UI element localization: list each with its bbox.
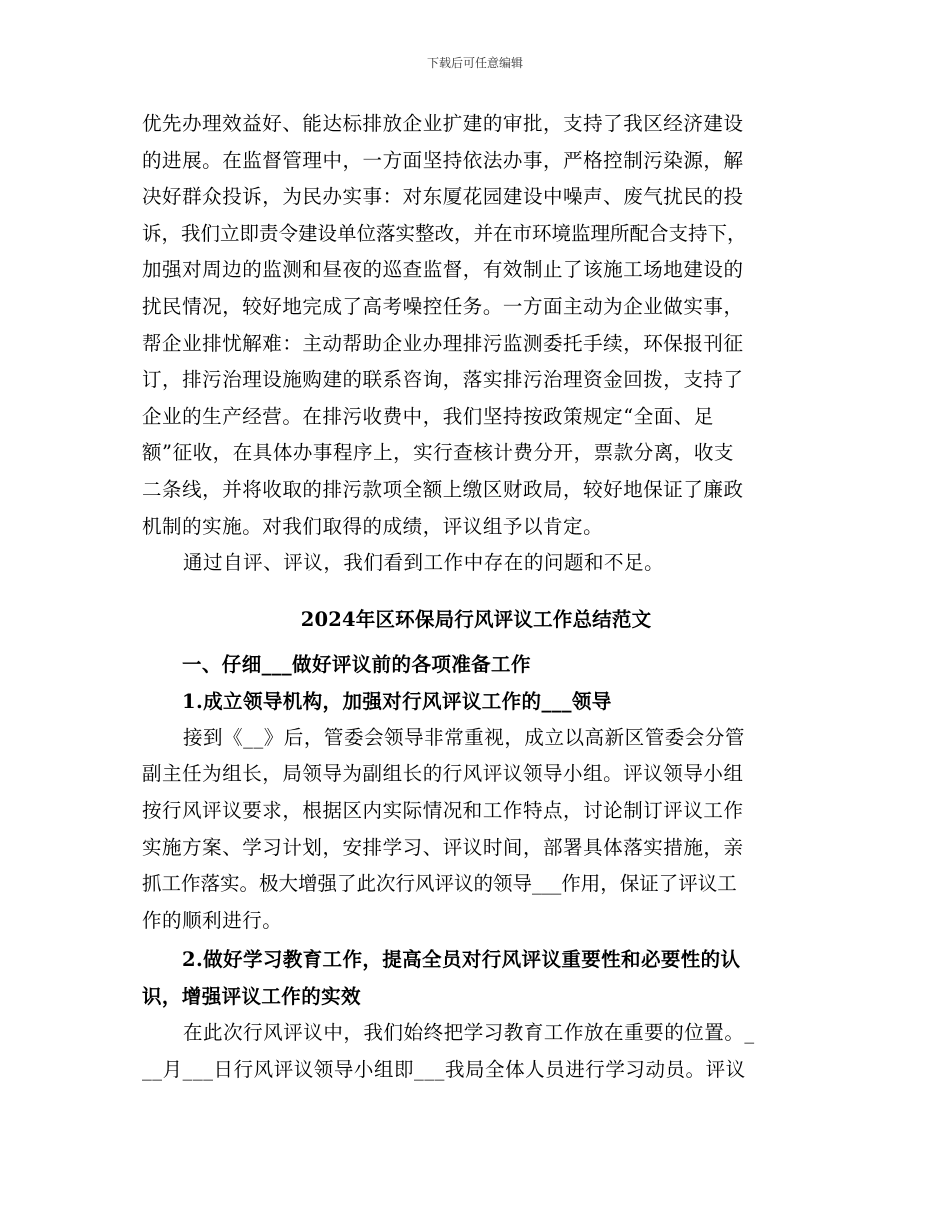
section-heading: 一、仔细___做好评议前的各项准备工作 — [182, 652, 531, 676]
page-header: 下载后可任意编辑 — [426, 56, 523, 70]
item-2-paragraph — [142, 1015, 810, 1088]
paragraph-line: 企业的生产经营。在排污收费中，我们坚持按政策规定“全面、足 — [142, 404, 714, 428]
paragraph-line: 作的顺利进行。 — [142, 908, 283, 932]
paragraph-line: 诉，我们立即责令建设单位落实整改，并在市环境监理所配合支持下， — [142, 221, 747, 245]
paragraph-line: 接到《__》后，管委会领导非常重视，成立以高新区管委会分管 — [183, 725, 745, 749]
item-2-heading-line: 识，增强评议工作的实效 — [142, 985, 361, 1009]
paragraph-line: 决好群众投诉，为民办实事：对东厦花园建设中噪声、废气扰民的投 — [142, 185, 744, 209]
paragraph-line: 优先办理效益好、能达标排放企业扩建的审批，支持了我区经济建设 — [142, 112, 744, 135]
paragraph-line: 在此次行风评议中，我们始终把学习教育工作放在重要的位置。_ — [183, 1021, 755, 1045]
paragraph-line: 额”征收，在具体办事程序上，实行查核计费分开，票款分离，收支 — [142, 441, 734, 465]
continued-paragraph — [142, 106, 810, 545]
paragraph-line: 二条线，并将收取的排污款项全额上缴区财政局，较好地保证了廉政 — [142, 477, 744, 501]
paragraph-line: 实施方案、学习计划，安排学习、评议时间，部署具体落实措施，亲 — [142, 835, 744, 859]
paragraph-line: 抓工作落实。极大增强了此次行风评议的领导___作用，保证了评议工 — [142, 872, 737, 896]
paragraph-line: 按行风评议要求，根据区内实际情况和工作特点，讨论制订评议工作 — [142, 798, 744, 822]
paragraph-line: 订，排污治理设施购建的联系咨询，落实排污治理资金回拨，支持了 — [142, 368, 744, 392]
paragraph-line: 机制的实施。对我们取得的成绩，评议组予以肯定。 — [142, 514, 604, 538]
paragraph-line: 的进展。在监督管理中，一方面坚持依法办事，严格控制污染源，解 — [142, 148, 744, 172]
item-1-heading: 1.成立领导机构，加强对行风评议工作的___领导 — [182, 689, 612, 713]
closing-sentence: 通过自评、评议，我们看到工作中存在的问题和不足。 — [183, 551, 665, 575]
paragraph-line: 加强对周边的监测和昼夜的巡查监督，有效制止了该施工场地建设的 — [142, 258, 744, 282]
item-2-heading — [142, 941, 810, 1015]
paragraph-line: 副主任为组长，局领导为副组长的行风评议领导小组。评议领导小组 — [142, 762, 744, 786]
document-body — [142, 106, 810, 1088]
document-title: 2024年区环保局行风评议工作总结范文 — [300, 607, 652, 631]
paragraph-line: 帮企业排忧解难：主动帮助企业办理排污监测委托手续，环保报刊征 — [142, 331, 744, 355]
paragraph-line: 扰民情况，较好地完成了高考噪控任务。一方面主动为企业做实事， — [142, 294, 744, 318]
paragraph-line: __月___日行风评议领导小组即___我局全体人员进行学习动员。评议 — [142, 1057, 746, 1081]
item-2-heading-line: 2.做好学习教育工作，提高全员对行风评议重要性和必要性的认 — [182, 948, 741, 972]
item-1-paragraph — [142, 720, 810, 940]
